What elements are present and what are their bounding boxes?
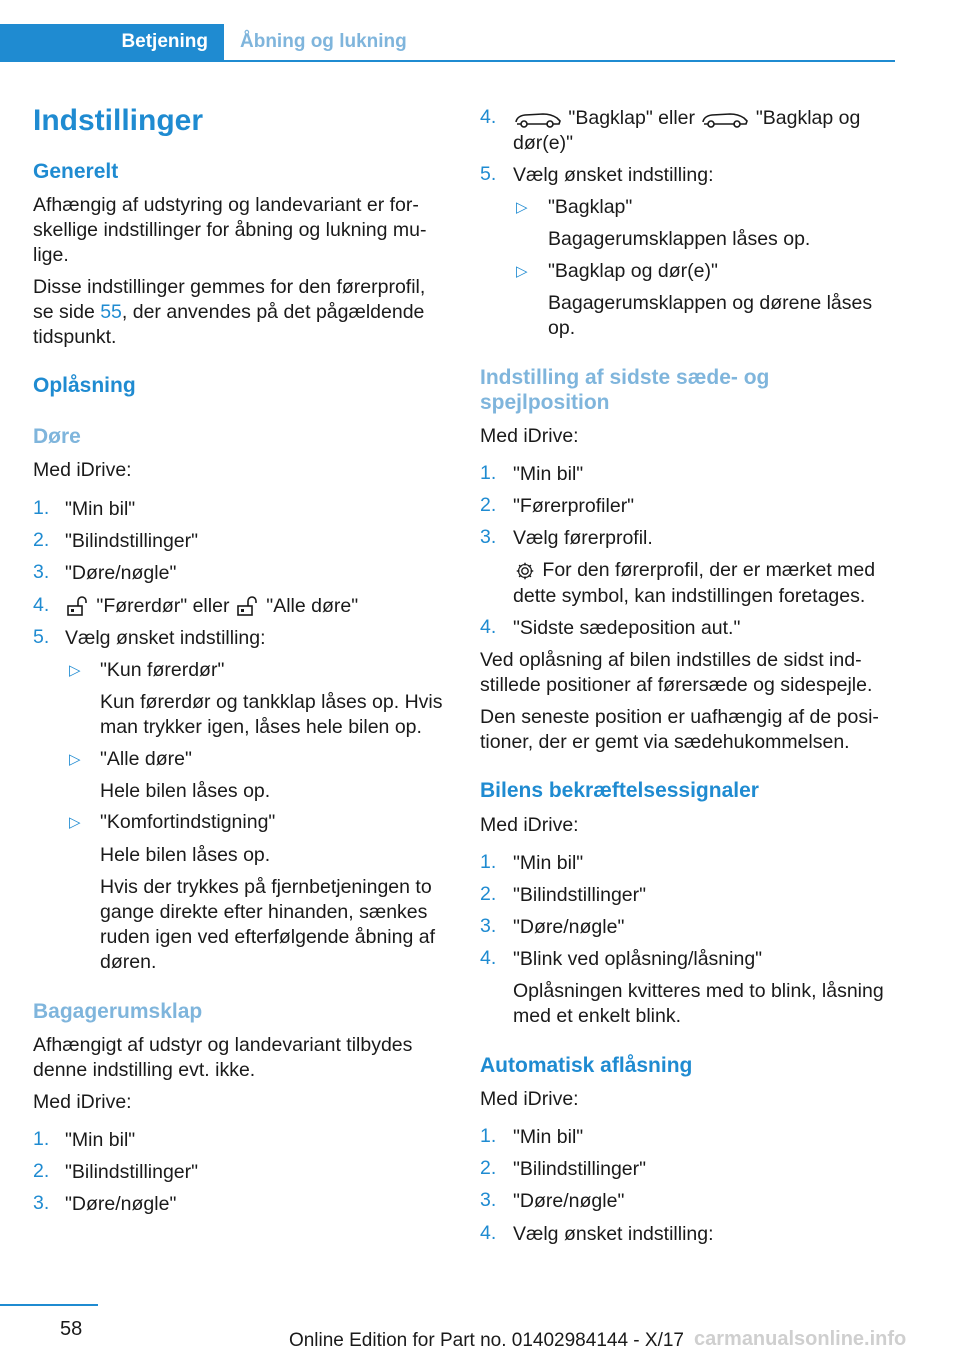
step-number: 2. bbox=[33, 1160, 50, 1182]
option-desc: gange direkte efter hinanden, sænkes bbox=[100, 901, 428, 923]
step-text: "Døre/nøgle" bbox=[65, 1193, 177, 1215]
step-text: "Bilindstillinger" bbox=[513, 1158, 647, 1180]
text-line: stillede positioner af førersæde og sidespejle. bbox=[480, 674, 873, 696]
gear-icon bbox=[513, 560, 537, 582]
page-title: Indstillinger bbox=[33, 104, 204, 137]
bullet-triangle-icon: ▷ bbox=[69, 662, 81, 679]
chapter-tab bbox=[0, 24, 224, 62]
text-fragment: "Bagklap" eller bbox=[568, 107, 696, 129]
text-fragment: , der anvendes på det pågældende bbox=[121, 301, 425, 323]
text-line: tioner, der er gemt via sædehukommelsen. bbox=[480, 731, 850, 753]
footer-rule bbox=[0, 1304, 98, 1306]
page-number: 58 bbox=[60, 1318, 83, 1340]
option-desc: Kun førerdør og tankklap låses op. Hvis bbox=[100, 691, 443, 713]
page-header bbox=[0, 24, 895, 62]
option-title: "Bagklap" bbox=[548, 196, 633, 218]
step-number: 4. bbox=[480, 106, 497, 128]
text-line: lige. bbox=[33, 244, 69, 266]
option-title: "Komfortindstigning" bbox=[100, 811, 276, 833]
step-number: 1. bbox=[480, 1125, 497, 1147]
text-fragment: "Førerdør" eller bbox=[96, 595, 230, 617]
step-number: 5. bbox=[480, 163, 497, 185]
text-fragment: "Bagklap og bbox=[755, 107, 861, 129]
heading-generelt: Generelt bbox=[33, 160, 119, 183]
text-line: Med iDrive: bbox=[33, 459, 132, 481]
step-text: Vælg førerprofil. bbox=[513, 527, 653, 549]
step-number: 4. bbox=[480, 616, 497, 638]
bullet-triangle-icon: ▷ bbox=[69, 814, 81, 831]
door-unlock-icon bbox=[235, 596, 261, 618]
step-number: 2. bbox=[480, 1157, 497, 1179]
step-number: 1. bbox=[480, 462, 497, 484]
text-line-with-link bbox=[33, 300, 424, 325]
step-text: "Døre/nøgle" bbox=[513, 916, 625, 938]
step-text: "Blink ved oplåsning/låsning" bbox=[513, 948, 763, 970]
step-number: 5. bbox=[33, 626, 50, 648]
edition-line: Online Edition for Part no. 01402984144 - X/17 bbox=[288, 1330, 684, 1351]
text-fragment: se side bbox=[33, 301, 101, 323]
watermark: carmanualsonline.info bbox=[694, 1328, 907, 1350]
section-label: Åbning og lukning bbox=[240, 31, 407, 52]
step-text: Vælg ønsket indstilling: bbox=[65, 627, 266, 649]
text-line: denne indstilling evt. ikke. bbox=[33, 1059, 256, 1081]
step-text: "Førerprofiler" bbox=[513, 495, 635, 517]
option-title: "Kun førerdør" bbox=[100, 659, 225, 681]
step-text-with-icons bbox=[65, 594, 358, 619]
step-text: "Min bil" bbox=[513, 463, 584, 485]
text-line: Med iDrive: bbox=[480, 1088, 579, 1110]
step-number: 1. bbox=[33, 1128, 50, 1150]
step-number: 4. bbox=[33, 594, 50, 616]
option-title: "Alle døre" bbox=[100, 748, 192, 770]
step-number: 3. bbox=[33, 561, 50, 583]
text-fragment: For den førerprofil, der er mærket med bbox=[542, 559, 876, 581]
step-text: "Døre/nøgle" bbox=[513, 1190, 625, 1212]
text-line: Disse indstillinger gemmes for den førerprofil, bbox=[33, 276, 426, 298]
step-number: 3. bbox=[480, 526, 497, 548]
step-text: "Min bil" bbox=[65, 1129, 136, 1151]
text-line: skellige indstillinger for åbning og lukning mu- bbox=[33, 219, 427, 241]
heading-doere: Døre bbox=[33, 425, 81, 448]
step-text: "Sidste sædeposition aut." bbox=[513, 617, 741, 639]
heading-sidste-position: Indstilling af sidste sæde- og bbox=[480, 366, 770, 389]
chapter-label: Betjening bbox=[121, 31, 208, 52]
step-number: 4. bbox=[480, 947, 497, 969]
option-title: "Bagklap og dør(e)" bbox=[548, 260, 718, 282]
option-desc: Hele bilen låses op. bbox=[100, 844, 271, 866]
text-line: Afhængig af udstyring og landevariant er for- bbox=[33, 194, 419, 216]
text-line: Med iDrive: bbox=[33, 1091, 132, 1113]
step-text-with-icons bbox=[513, 106, 860, 131]
text-line: Med iDrive: bbox=[480, 814, 579, 836]
car-tailgate-icon bbox=[700, 108, 750, 130]
step-text: "Min bil" bbox=[513, 852, 584, 874]
step-text: "Bilindstillinger" bbox=[65, 530, 199, 552]
step-number: 1. bbox=[33, 497, 50, 519]
heading-automatisk-aflaasning: Automatisk aflåsning bbox=[480, 1054, 693, 1077]
text-line: Med iDrive: bbox=[480, 425, 579, 447]
option-desc: Hele bilen låses op. bbox=[100, 780, 271, 802]
step-text: "Min bil" bbox=[65, 498, 136, 520]
text-line: Afhængigt af udstyr og landevariant tilbydes bbox=[33, 1034, 413, 1056]
step-text: "Bilindstillinger" bbox=[65, 1161, 199, 1183]
option-desc: Hvis der trykkes på fjernbetjeningen to bbox=[100, 876, 432, 898]
heading-bagagerumsklap: Bagagerumsklap bbox=[33, 1000, 203, 1023]
text-fragment: "Alle døre" bbox=[266, 595, 359, 617]
step-number: 3. bbox=[33, 1192, 50, 1214]
step-number: 2. bbox=[480, 494, 497, 516]
page-link[interactable]: 55 bbox=[100, 301, 122, 323]
bullet-triangle-icon: ▷ bbox=[69, 751, 81, 768]
heading-bekraeftelsessignaler: Bilens bekræftelsessignaler bbox=[480, 779, 759, 802]
heading-oplaasning: Oplåsning bbox=[33, 374, 136, 397]
option-desc: ruden igen ved efterfølgende åbning af bbox=[100, 926, 435, 948]
step-number: 2. bbox=[480, 883, 497, 905]
step-number: 3. bbox=[480, 915, 497, 937]
text-line: tidspunkt. bbox=[33, 326, 117, 348]
step-number: 4. bbox=[480, 1222, 497, 1244]
heading-sidste-position-cont: spejlposition bbox=[480, 391, 610, 414]
step-desc: Oplåsningen kvitteres med to blink, låsning bbox=[513, 980, 884, 1002]
option-desc: man trykker igen, låses hele bilen op. bbox=[100, 716, 422, 738]
step-number: 1. bbox=[480, 851, 497, 873]
text-line: Den seneste position er uafhængig af de posi- bbox=[480, 706, 879, 728]
step-number: 3. bbox=[480, 1189, 497, 1211]
step-desc: med et enkelt blink. bbox=[513, 1005, 682, 1027]
step-text: "Bilindstillinger" bbox=[513, 884, 647, 906]
step-text: "Min bil" bbox=[513, 1126, 584, 1148]
step-text: "Døre/nøgle" bbox=[65, 562, 177, 584]
step-text: Vælg ønsket indstilling: bbox=[513, 164, 714, 186]
note-line-with-icon bbox=[513, 558, 875, 583]
option-desc: op. bbox=[548, 317, 576, 339]
note-line: dette symbol, kan indstillingen foretages. bbox=[513, 585, 866, 607]
option-desc: døren. bbox=[100, 951, 157, 973]
text-line: Ved oplåsning af bilen indstilles de sidst ind- bbox=[480, 649, 862, 671]
step-text: dør(e)" bbox=[513, 132, 574, 154]
door-unlock-icon bbox=[65, 596, 91, 618]
step-text: Vælg ønsket indstilling: bbox=[513, 1223, 714, 1245]
bullet-triangle-icon: ▷ bbox=[516, 199, 528, 216]
car-tailgate-icon bbox=[513, 108, 563, 130]
option-desc: Bagagerumsklappen låses op. bbox=[548, 228, 811, 250]
bullet-triangle-icon: ▷ bbox=[516, 263, 528, 280]
option-desc: Bagagerumsklappen og dørene låses bbox=[548, 292, 873, 314]
step-number: 2. bbox=[33, 529, 50, 551]
